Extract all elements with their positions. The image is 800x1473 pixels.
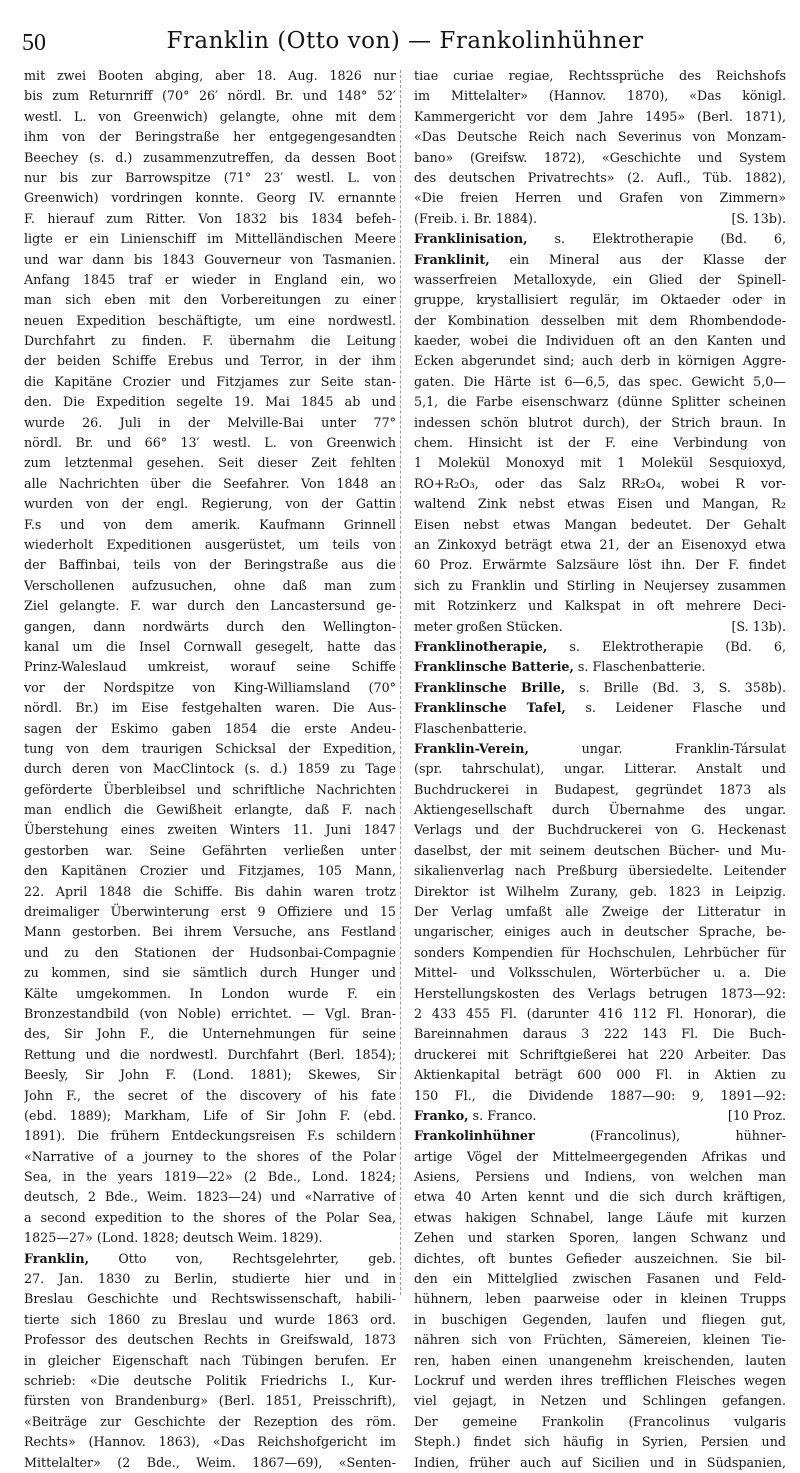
text-line: nähren sich von Früchten, Sämereien, kleinen Tie- (414, 1332, 786, 1348)
text-line: Eisen nebst etwas Mangan bedeutet. Der Gehalt (414, 516, 786, 532)
text-line: John F., the secret of the discovery of his fate (24, 1087, 396, 1103)
text-line: Der Verlag umfaßt alle Zweige der Litteratur in (414, 904, 786, 920)
text-line: alle Nachrichten über die Seefahrer. Von 1848 an (24, 475, 396, 491)
text-line: neuen Expedition beschäftigte, um eine nordwestl. (24, 312, 396, 328)
text-line: a second expedition to the shores of the Polar Sea, (24, 1209, 396, 1225)
text-line: tung von dem traurigen Schicksal der Expedition, (24, 740, 396, 756)
page-header (22, 24, 788, 62)
text-line: Direktor ist Wilhelm Zurany, geb. 1823 in Leipzig. (414, 883, 786, 899)
entry-headword: Franklinit, (414, 251, 490, 267)
text-line: deutsch, 2 Bde., Weim. 1823—24) und «Narrative of (24, 1189, 396, 1205)
text-line: Professor des deutschen Rechts in Greifswald, 1873 (24, 1332, 396, 1348)
text-line: 1 Molekül Monoxyd mit 1 Molekül Sesquioxyd, (414, 455, 786, 471)
text-line: Aktienkapital beträgt 600 000 Fl. in Aktien zu (414, 1067, 786, 1083)
text-line: wurden von der engl. Regierung, von der Gattin (24, 496, 396, 512)
text-line: gruppe, krystallisiert regulär, im Oktaeder oder in (414, 292, 786, 308)
text-line: «Das Deutsche Reich nach Severinus von Monzam- (414, 129, 786, 145)
text-line: Rechts» (Hannov. 1863), «Das Reichshofgericht im (24, 1434, 396, 1450)
page-title: Franklin (Otto von) — Frankolinhühner (166, 28, 644, 54)
text-line: kaeder, wobei die Individuen oft an den Kanten und (414, 333, 786, 349)
text-line: 1825—27» (Lond. 1828; deutsch Weim. 1829). (24, 1230, 323, 1246)
text-line: mit zwei Booten abging, aber 18. Aug. 1826 nur (24, 68, 396, 83)
text-line: Franklinit, ein Mineral aus der Klasse der (414, 251, 786, 267)
text-line: nördl. Br.) im Eise festgehalten waren. Die Aus- (24, 700, 396, 716)
line-continuation: [10 Proz. (727, 1107, 786, 1123)
text-line: Rettung und die nordwestl. Durchfahrt (Berl. 1854); (24, 1046, 396, 1062)
column-divider (400, 70, 401, 1295)
text-line: [S. 13b). meter großen Stücken. (414, 617, 786, 637)
text-line: viel gejagt, in Netzen und Schlingen gefangen. (414, 1393, 786, 1409)
text-line: «Narrative of a journey to the shores of the Polar (24, 1148, 396, 1164)
text-line: 60 Proz. Erwärmte Salzsäure löst ihn. Der F. findet (414, 557, 786, 573)
text-line: druckerei mit Schriftgießerei hat 220 Arbeiter. Das (414, 1046, 786, 1062)
text-line: etwa 40 Arten kennt und die sich durch kräftigen, (414, 1189, 786, 1205)
text-line: wiederholt Expeditionen ausgerüstet, um teils von (24, 536, 396, 552)
line-continuation: [S. 13b). (731, 210, 786, 226)
text-line: Mittel- und Volksschulen, Wörterbücher u. a. Die (414, 965, 786, 981)
text-line: daselbst, der mit seinem deutschen Bücher- und Mu- (414, 842, 786, 858)
text-line: durch deren von MacClintock (s. d.) 1859 zu Tage (24, 761, 396, 777)
text-line: dichtes, oft buntes Gefieder auszeichnen. Sie bil- (414, 1250, 786, 1266)
text-line: Asiens, Persiens und Indiens, von welchen man (414, 1169, 786, 1185)
text-line: die Kapitäne Crozier und Fitzjames zur Seite stan- (24, 373, 396, 389)
text-line: Indien, früher auch auf Sicilien und in Südspanien, (414, 1454, 786, 1470)
left-column (24, 66, 396, 1473)
text-line: Prinz-Waleslaud umkreist, worauf seine Schiffe (24, 659, 396, 675)
text-line: bis zum Returnriff (70° 26′ nördl. Br. und 148° 52′ (24, 88, 396, 104)
text-line: Mittelalter» (2 Bde., Weim. 1867—69), «Senten- (24, 1454, 396, 1470)
entry-headword: Franklinisation, (414, 231, 528, 247)
text-line: schrieb: «Die deutsche Politik Friedrichs I., Kur- (24, 1373, 396, 1388)
text-line: und war dann bis 1843 Gouverneur von Tasmanien. (24, 251, 396, 267)
text-line: den. Die Expedition segelte 19. Mai 1845 ab und (24, 394, 396, 410)
text-line: Bronzestandbild (von Noble) errichtet. — Vgl. Bran- (24, 1005, 396, 1021)
text-line: F.s und von dem amerik. Kaufmann Grinnell (24, 516, 396, 532)
text-line: Aktiengesellschaft durch Übernahme des ungar. (414, 802, 786, 818)
text-line: 27. Jan. 1830 zu Berlin, studierte hier und in (24, 1271, 396, 1287)
text-line: man sich eben mit den Vorbereitungen zu einer (24, 292, 396, 308)
text-line: geförderte Überbleibsel und schriftliche Nachrichten (24, 781, 396, 797)
text-line: Franklinsche Brille, s. Brille (Bd. 3, S. 358b). (414, 679, 786, 695)
text-line: 1891). Die frühern Entdeckungsreisen F.s schildern (24, 1128, 396, 1144)
text-line: in buschigen Gegenden, laufen und fliegen gut, (414, 1311, 786, 1327)
text-line: des, Sir John F., die Unternehmungen für seine (24, 1026, 396, 1042)
text-line: zu kommen, sind sie sämtlich durch Hunger und (24, 965, 396, 981)
entry-headword: Franklinsche Batterie, (414, 659, 574, 675)
text-line: im Mittelalter» (Hannov. 1870), «Das königl. (414, 88, 786, 104)
text-line: sagen der Eskimo gaben 1854 die erste Andeu- (24, 720, 396, 736)
text-line: Frankolinhühner (Francolinus), hühner- (414, 1128, 786, 1144)
text-line: 22. April 1848 die Schiffe. Bis dahin waren trotz (24, 883, 396, 899)
text-line: 5,1, die Farbe eisenschwarz (dünne Splitter scheinen (414, 394, 786, 410)
text-line: sonders Kompendien für Hochschulen, Lehrbücher für (414, 944, 786, 960)
text-line: fürsten von Brandenburg» (Berl. 1851, Preisschrift), (24, 1393, 396, 1409)
text-line: «Die freien Herren und Grafen von Zimmern» (414, 190, 786, 206)
entry-headword: Franklin, (24, 1250, 89, 1266)
line-continuation: [S. 13b). (731, 618, 786, 634)
text-line: Flaschenbatterie. (414, 720, 527, 736)
text-line: tiae curiae regiae, Rechtssprüche des Reichshofs (414, 68, 786, 83)
text-line: ren, haben einen unangenehm kreischenden, lauten (414, 1352, 786, 1368)
text-line: den Kapitänen Crozier und Fitzjames, 105 Mann, (24, 863, 396, 879)
text-line: ihm von der Beringstraße her entgegengesandten (24, 129, 396, 145)
text-line: Sea, in the years 1819—22» (2 Bde., Lond. 1824; (24, 1169, 396, 1185)
text-line: F. hierauf zum Ritter. Von 1832 bis 1834 befeh- (24, 210, 396, 226)
entry-headword: Franklinsche Brille, (414, 679, 566, 695)
text-line: Anfang 1845 traf er wieder in England ein, wo (24, 271, 396, 287)
text-line: Herstellungskosten des Verlags betrugen 1873—92: (414, 985, 786, 1001)
text-line: Ziel gelangte. F. war durch den Lancastersund ge- (24, 598, 396, 614)
text-line: gestorben war. Seine Gefährten verließen unter (24, 842, 396, 858)
text-line: Franklin, Otto von, Rechtsgelehrter, geb. (24, 1250, 396, 1266)
text-line: Steph.) findet sich häufig in Syrien, Persien und (414, 1434, 786, 1450)
text-line: kanal um die Insel Cornwall gesegelt, hatte das (24, 638, 396, 654)
text-line: Lockruf und werden ihres trefflichen Fleisches wegen (414, 1373, 786, 1388)
text-line: vor der Nordspitze von King-Williamsland (70° (24, 679, 396, 695)
text-line: Buchdruckerei in Budapest, gegründet 1873 als (414, 781, 786, 797)
text-line: [S. 13b). (Freib. i. Br. 1884). (414, 209, 786, 229)
text-line: sich zu Franklin und Stirling in Neujersey zusammen (414, 577, 786, 593)
text-line: Verschollenen aufzusuchen, ohne daß man zum (24, 577, 396, 593)
page-number: 50 (22, 30, 46, 56)
text-line: chem. Hinsicht ist der F. eine Verbindung von (414, 435, 786, 451)
text-line: gangen, dann nordwärts durch den Wellington- (24, 618, 396, 634)
text-line: Zehen und starken Sporen, langen Schwanz und (414, 1230, 786, 1246)
text-line: Überstehung eines zweiten Winters 11. Juni 1847 (24, 822, 396, 838)
text-line: etwas hakigen Schnabel, lange Läufe mit kurzen (414, 1209, 786, 1225)
text-line: nördl. Br. und 66° 13′ westl. L. von Greenwich (24, 435, 396, 451)
text-line: Mann gestorben. Bei ihrem Versuche, ans Festland (24, 924, 396, 940)
text-line: (ebd. 1889); Markham, Life of Sir John F. (ebd. (24, 1107, 396, 1123)
text-line: und zu den Stationen der Hudsonbai-Compagnie (24, 944, 396, 960)
text-line: Durchfahrt zu finden. F. übernahm die Leitung (24, 333, 396, 349)
entry-headword: Frankolinhühner (414, 1128, 535, 1144)
entry-headword: Franklinotherapie, (414, 638, 548, 654)
text-line: Beesly, Sir John F. (Lond. 1881); Skewes, Sir (24, 1067, 396, 1083)
text-line: 2 433 455 Fl. (darunter 416 112 Fl. Honorar), die (414, 1005, 786, 1021)
text-line: Der gemeine Frankolin (Francolinus vulgaris (414, 1413, 786, 1429)
text-line: Franklin-Verein, ungar. Franklin-Társulat (414, 740, 786, 756)
text-line: in gleicher Eigenschaft nach Tübingen berufen. Er (24, 1352, 396, 1368)
text-line: den ein Mittelglied zwischen Fasanen und Feld- (414, 1271, 786, 1287)
text-line: der Kombination desselben mit dem Rhombendode- (414, 312, 786, 328)
text-line: bano» (Greifsw. 1872), «Geschichte und System (414, 149, 786, 165)
text-line: Bareinnahmen daraus 3 222 143 Fl. Die Buch- (414, 1026, 786, 1042)
right-column (414, 66, 786, 1473)
text-line: «Beiträge zur Geschichte der Rezeption des röm. (24, 1413, 396, 1429)
text-line: RO+R₂O₃, oder das Salz RR₂O₄, wobei R vor- (414, 475, 786, 491)
text-line: mit Rotzinkerz und Kalkspat in oft mehrere Deci- (414, 598, 786, 614)
text-line: (spr. tahrschulat), ungar. Litterar. Anstalt und (414, 761, 786, 777)
text-line: der beiden Schiffe Erebus und Terror, in der ihm (24, 353, 396, 369)
text-line: 150 Fl., die Dividende 1887—90: 9, 1891—92: (414, 1087, 786, 1103)
text-line: Greenwich) vordringen konnte. Georg IV. ernannte (24, 190, 396, 206)
entry-headword: Franko, (414, 1107, 469, 1123)
text-line: artige Vögel der Mittelmeergegenden Afrikas und (414, 1148, 786, 1164)
text-line: an Zinkoxyd beträgt etwa 21, der an Eisenoxyd etwa (414, 536, 786, 552)
text-line: waltend Zink nebst etwas Eisen und Mangan, R₂ (414, 496, 786, 512)
text-line: sikalienverlag nach Preßburg übersiedelte. Leitender (414, 863, 786, 879)
text-line: Kammergericht vor dem Jahre 1495» (Berl. 1871), (414, 108, 786, 124)
text-line: hühnern, leben paarweise oder in kleinen Trupps (414, 1291, 786, 1307)
text-line: westl. L. von Greenwich) gelangte, ohne mit dem (24, 108, 396, 124)
text-line: wasserfreien Metalloxyde, ein Glied der Spinell- (414, 271, 786, 287)
text-line: zum letztenmal gesehen. Seit dieser Zeit fehlten (24, 455, 396, 471)
text-line: [10 Proz. Franko, s. Franco. (414, 1106, 786, 1126)
text-line: nur bis zur Barrowspitze (71° 23′ westl. L. von (24, 169, 396, 185)
entry-headword: Franklinsche Tafel, (414, 700, 566, 716)
text-line: Franklinotherapie, s. Elektrotherapie (Bd. 6, (414, 638, 786, 654)
text-line: der Baffinbai, teils von der Beringstraße aus die (24, 557, 396, 573)
text-line: Beechey (s. d.) zusammenzutreffen, da dessen Boot (24, 149, 396, 165)
text-line: Franklinsche Tafel, s. Leidener Flasche und (414, 700, 786, 716)
text-line: Ecken abgerundet sind; auch derb in körnigen Aggre- (414, 353, 786, 369)
text-line: des deutschen Privatrechts» (2. Aufl., Tüb. 1882), (414, 169, 786, 185)
text-line: gaten. Die Härte ist 6—6,5, das spec. Gewicht 5,0— (414, 373, 786, 389)
text-line: tierte sich 1860 zu Breslau und wurde 1863 ord. (24, 1311, 396, 1327)
text-line: ungarischer, einiges auch in deutscher Sprache, be- (414, 924, 786, 940)
text-line: Verlags und der Buchdruckerei von G. Heckenast (414, 822, 786, 838)
text-line: dreimaliger Überwinterung erst 9 Offiziere und 15 (24, 904, 396, 920)
text-line: ligte er ein Linienschiff im Mittelländischen Meere (24, 231, 396, 247)
text-line: Kälte umgekommen. In London wurde F. ein (24, 985, 396, 1001)
text-line: Franklinsche Batterie, s. Flaschenbatterie. (414, 659, 706, 675)
text-line: wurde 26. Juli in der Melville-Bai unter 77° (24, 414, 396, 430)
text-line: man endlich die Gewißheit erlangte, daß F. nach (24, 802, 396, 818)
text-line: indessen schön blutrot durch), der Strich braun. In (414, 414, 786, 430)
text-line: Franklinisation, s. Elektrotherapie (Bd. 6, (414, 231, 786, 247)
entry-headword: Franklin-Verein, (414, 740, 529, 756)
text-line: Breslau Geschichte und Rechtswissenschaft, habili- (24, 1291, 396, 1307)
